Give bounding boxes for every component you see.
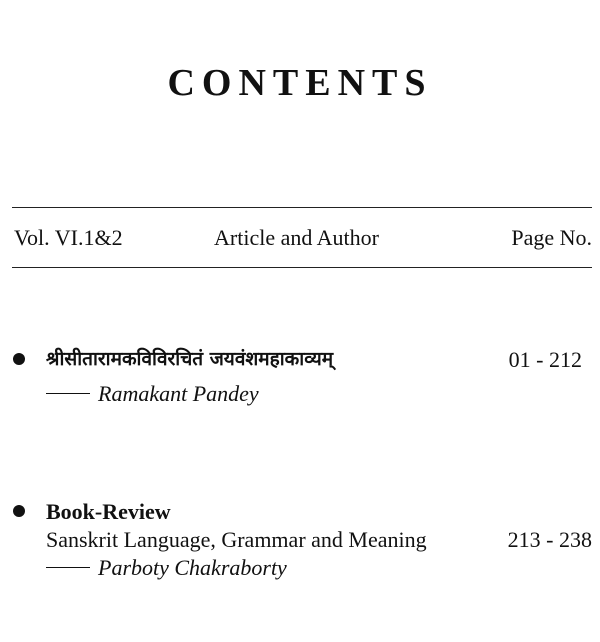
article-title: श्रीसीतारामकविविरचितं जयवंशमहाकाव्यम्	[46, 348, 334, 370]
bullet-icon	[13, 505, 25, 517]
article-header: Article and Author	[214, 225, 379, 250]
top-divider	[12, 207, 592, 208]
article-author-line	[46, 552, 287, 584]
dash-icon	[46, 393, 90, 394]
table-header	[0, 222, 600, 254]
article-author: Ramakant Pandey	[98, 381, 259, 406]
article-title: Sanskrit Language, Grammar and Meaning	[46, 527, 427, 552]
bullet-icon	[13, 353, 25, 365]
page-number-header: Page No.	[511, 225, 592, 250]
page-range: 01 - 212	[508, 347, 582, 372]
article-author-line	[46, 378, 259, 410]
dash-icon	[46, 567, 90, 568]
section-label: Book-Review	[46, 499, 171, 524]
page-title: CONTENTS	[167, 62, 433, 104]
article-author: Parboty Chakraborty	[98, 555, 287, 580]
header-divider	[12, 267, 592, 268]
page-range: 213 - 238	[507, 527, 592, 552]
volume-header: Vol. VI.1&2	[14, 225, 123, 250]
